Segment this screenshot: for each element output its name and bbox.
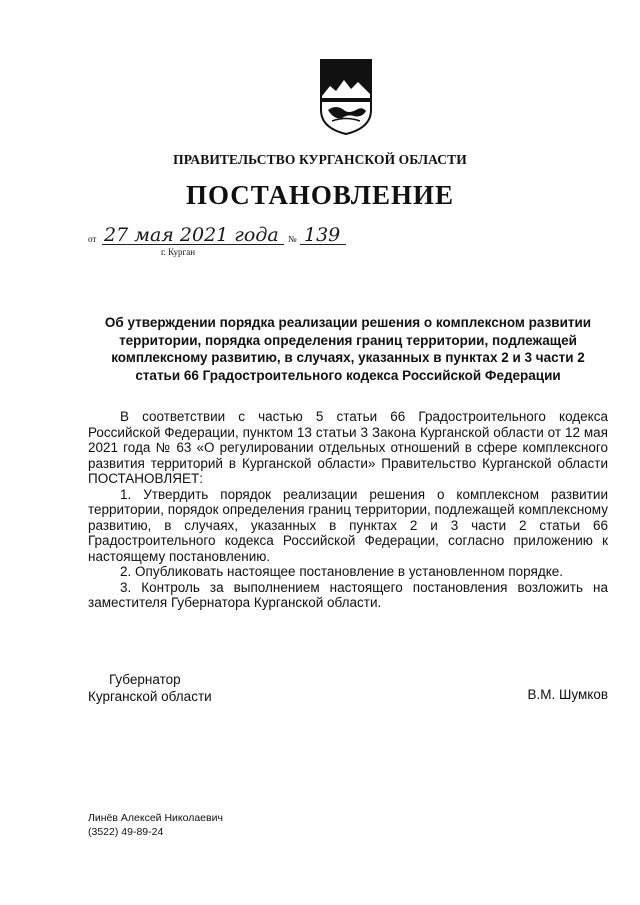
signatory-title-line-1: Губернатор bbox=[109, 672, 181, 687]
executor-info bbox=[88, 812, 223, 839]
handwritten-date: 27 мая 2021 года bbox=[104, 224, 279, 246]
number-label: № bbox=[288, 234, 297, 244]
item-3-paragraph: 3. Контроль за выполнением настоящего постановления возложить на заместителя Губернатора Курганской области. bbox=[88, 579, 608, 610]
executor-phone: (3522) 49-89-24 bbox=[88, 825, 164, 838]
city-label: г. Курган bbox=[161, 247, 196, 257]
document-title: Об утверждении порядка реализации решения о комплексном развитии территории, порядка определения границ территории, подлежащей комплексному развитию, в случаях, указанных в пунктах 2 и 3 части 2 статьи 66 Градостроительного кодекса Российской Федерации bbox=[104, 315, 592, 383]
item-2-paragraph: 2. Опубликовать настоящее постановление в установленном порядке. bbox=[120, 564, 564, 579]
document-body bbox=[88, 409, 608, 611]
dateline bbox=[88, 226, 348, 262]
executor-name: Линёв Алексей Николаевич bbox=[88, 812, 223, 824]
signatory-name: В.М. Шумков bbox=[527, 687, 608, 702]
coat-of-arms-icon bbox=[318, 58, 374, 136]
handwritten-number: 139 bbox=[304, 224, 341, 246]
date-from-label: от bbox=[88, 234, 97, 244]
government-name: ПРАВИТЕЛЬСТВО КУРГАНСКОЙ ОБЛАСТИ bbox=[173, 152, 467, 167]
signatory-title-line-2: Курганской области bbox=[88, 689, 212, 704]
number-underline bbox=[300, 244, 346, 245]
preamble-paragraph: В соответствии с частью 5 статьи 66 Градостроительного кодекса Российской Федерации, пунктом 13 статьи 3 Закона Курганской области от 12 мая 2021 года № 63 «О регулировании отдельных отношений в сфере комплексного развития территорий в Курганской области» Правительство Курганской области ПОСТАНОВЛЯЕТ: bbox=[88, 409, 608, 486]
item-1-paragraph: 1. Утвердить порядок реализации решения о комплексном развитии территории, порядок определения границ территории, подлежащей комплексному развитию, в случаях, указанных в пунктах 2 и 3 части 2 статьи 66 Градостроительного кодекса Российской Федерации, согласно приложению к настоящему постановлению. bbox=[88, 486, 608, 564]
document-type: ПОСТАНОВЛЕНИЕ bbox=[185, 180, 455, 210]
date-underline bbox=[102, 244, 284, 245]
signatory-title bbox=[88, 671, 212, 705]
